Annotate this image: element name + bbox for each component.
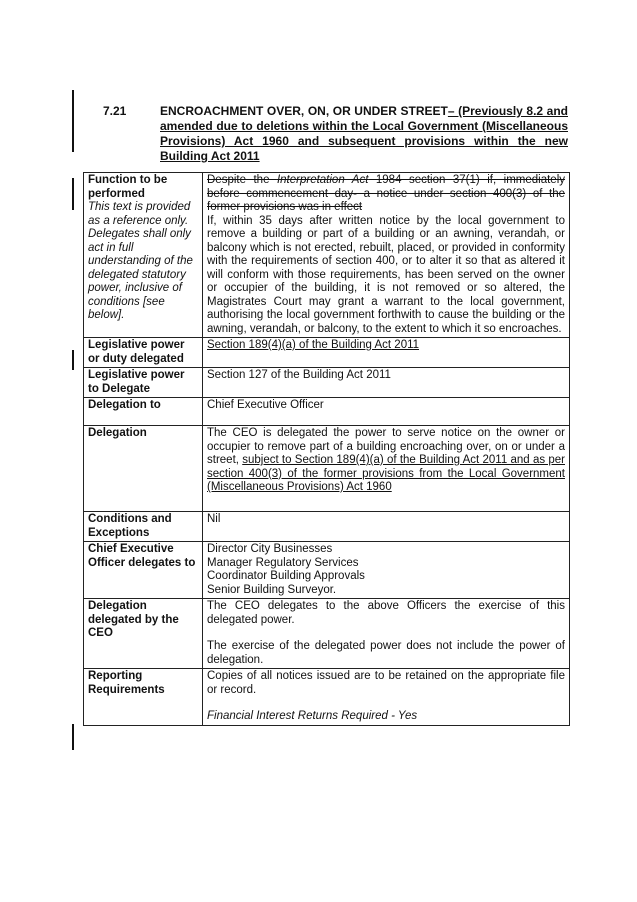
legislative-delegate-cell <box>203 368 570 398</box>
revision-bar <box>72 90 74 152</box>
delegation-to-cell <box>203 398 570 426</box>
delegated-by-ceo-label: Delegation delegated by the CEO <box>88 600 179 639</box>
reporting-financial-interest: Financial Interest Returns Required - Yes <box>207 710 418 722</box>
section-amendment: – (Previously 8.2 and amended due to deletions within the Local Government (Miscellaneous Provisions) Act 1960 and subsequent provisions within the new Building Act 2011 <box>160 104 568 163</box>
delegation-cell <box>203 426 570 512</box>
table-row <box>84 512 570 542</box>
delegate-officer: Senior Building Surveyor. <box>207 583 337 596</box>
deleted-act-name: Interpretation Act <box>276 174 369 186</box>
row-label-cell <box>84 542 203 599</box>
table-row <box>84 542 570 599</box>
revision-bar <box>72 724 74 750</box>
delegate-officer: Director City Businesses <box>207 543 333 555</box>
function-value-cell <box>203 173 570 338</box>
row-label-cell <box>84 426 203 512</box>
table-row <box>84 173 570 338</box>
function-note: This text is provided as a reference only. Delegates shall only act in full understanding of the delegated statutory power, inclusive of conditions [see below]. <box>88 201 193 321</box>
row-label-cell <box>84 368 203 398</box>
reporting-text: Copies of all notices issued are to be retained on the appropriate file or record. <box>207 670 565 696</box>
table-row <box>84 669 570 726</box>
revision-bar <box>72 178 74 210</box>
function-label: Function to be performed <box>88 174 168 200</box>
reporting-cell <box>203 669 570 726</box>
row-label-cell <box>84 512 203 542</box>
legislative-delegate-label: Legislative power to Delegate <box>88 369 185 395</box>
row-label-cell <box>84 669 203 726</box>
delegation-to-label: Delegation to <box>88 399 161 411</box>
deleted-text-part: 1984 section 37(1) if, immediately before commencement day- a notice under section 400(3) of the former provisions was in effect <box>207 174 566 213</box>
delegation-label: Delegation <box>88 427 147 439</box>
delegate-officer: Manager Regulatory Services <box>207 556 359 569</box>
conditions-label: Conditions and Exceptions <box>88 513 172 539</box>
row-label-cell <box>84 398 203 426</box>
section-title: ENCROACHMENT OVER, ON, OR UNDER STREET <box>160 104 448 118</box>
function-text: If, within 35 days after written notice by the local government to remove a building or part of a building or an awning, verandah, or balcony which is not erected, rebuilt, placed, or provided in conformity with the requirements of section 400, or to alter it so that as altered it will conform with those requirements, has been served on the owner or occupier of the building, it is not removed or so altered, the Magistrates Court may grant a warrant to the local government, authorising the local government forthwith to cause the building or the awning, verandah, or balcony, to the extent to which it so encroaches. <box>207 214 565 335</box>
spacer <box>207 697 565 710</box>
conditions-value: Nil <box>207 513 221 525</box>
table-row <box>84 368 570 398</box>
table-row <box>84 599 570 669</box>
row-label-cell <box>84 173 203 338</box>
legislative-delegate-value: Section 127 of the Building Act 2011 <box>207 369 391 381</box>
spacer <box>207 627 565 640</box>
table-row <box>84 426 570 512</box>
legislative-power-label: Legislative power or duty delegated <box>88 339 185 365</box>
table-row <box>84 398 570 426</box>
revision-bar <box>72 350 74 370</box>
delegate-officer: Coordinator Building Approvals <box>207 570 365 582</box>
ceo-delegates-cell <box>203 542 570 599</box>
legislative-power-cell <box>203 338 570 368</box>
delegation-table <box>83 172 570 726</box>
ceo-delegates-label: Chief Executive Officer delegates to <box>88 543 196 569</box>
delegated-by-ceo-cell <box>203 599 570 669</box>
legislative-power-value: Section 189(4)(a) of the Building Act 2011 <box>207 339 420 351</box>
delegation-to-value: Chief Executive Officer <box>207 399 324 411</box>
function-deleted-text <box>207 174 565 215</box>
delegated-by-ceo-text: The exercise of the delegated power does not include the power of delegation. <box>207 640 565 666</box>
section-number: 7.21 <box>103 104 127 118</box>
delegated-by-ceo-text: The CEO delegates to the above Officers the exercise of this delegated power. <box>207 600 565 626</box>
conditions-cell <box>203 512 570 542</box>
reporting-label: Reporting Requirements <box>88 670 165 696</box>
delegation-inserted-text: subject to Section 189(4)(a) of the Building Act 2011 and as per section 400(3) of the former provisions from the Local Government (Miscellaneous Provisions) Act 1960 <box>207 454 565 493</box>
table-row <box>84 338 570 368</box>
row-label-cell <box>84 599 203 669</box>
delegation-text: The CEO is delegated the power to serve notice on the owner or occupier to remove part of a building encroaching over, on or under a street, <box>207 427 565 466</box>
section-title-block <box>160 104 568 164</box>
row-label-cell <box>84 338 203 368</box>
deleted-text-part: Despite the <box>207 174 277 186</box>
